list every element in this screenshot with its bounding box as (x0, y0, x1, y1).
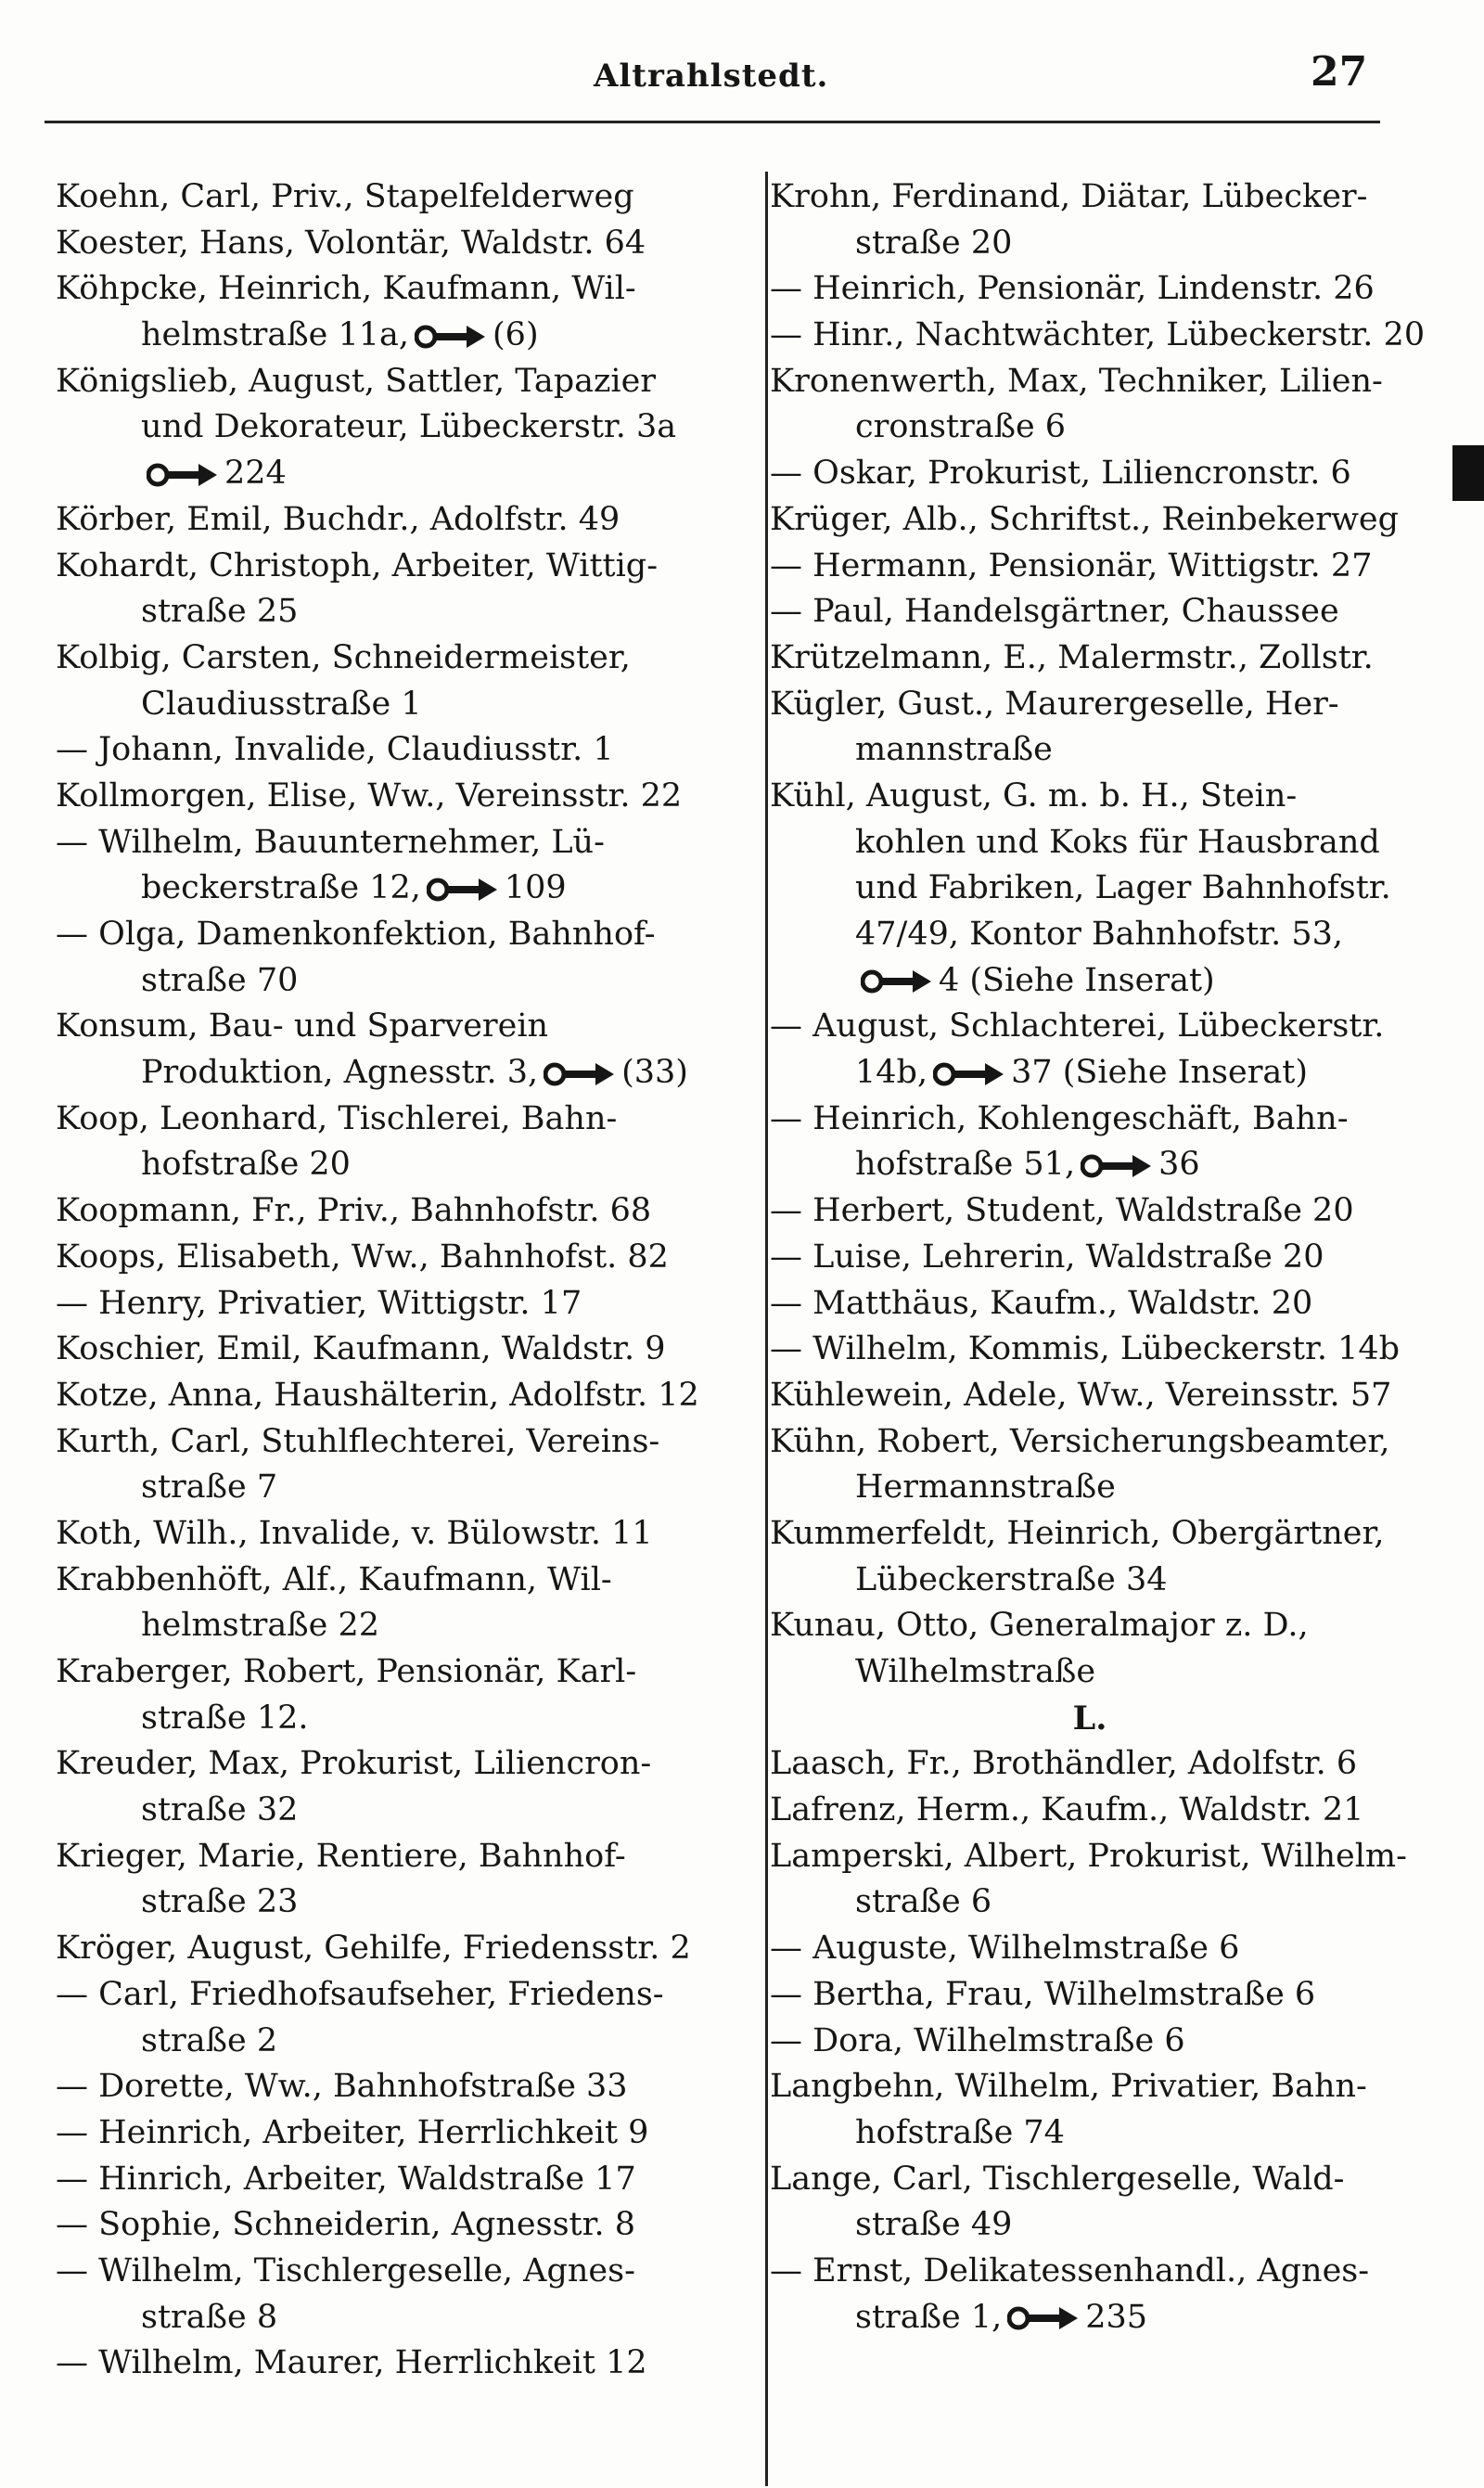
directory-entry-line (56, 1511, 749, 1558)
telephone-key-icon (1081, 1152, 1153, 1180)
directory-entry-line (56, 1879, 749, 1926)
directory-entry-line (770, 1235, 1410, 1281)
entry-text: Kühn, Robert, Versicherungsbeamter, (770, 1422, 1390, 1460)
entry-text: straße 2 (141, 2021, 278, 2059)
directory-entry-line (56, 1050, 749, 1097)
directory-entry-line (770, 1188, 1410, 1235)
directory-entry-line (770, 912, 1410, 958)
entry-text: straße 12. (141, 1699, 309, 1737)
directory-entry-line (56, 404, 749, 451)
directory-entry-line (770, 359, 1410, 405)
entry-text: Lange, Carl, Tischlergeselle, Wald- (770, 2160, 1345, 2198)
directory-entry-line (56, 2019, 749, 2065)
directory-entry-line (770, 1511, 1410, 1558)
directory-entry-line (56, 1097, 749, 1143)
directory-entry-line (56, 2249, 749, 2295)
telephone-number: 235 (1085, 2298, 1148, 2336)
entry-text: — Carl, Friedhofsaufseher, Friedens- (56, 1975, 664, 2013)
directory-entry-line (56, 682, 749, 728)
directory-entry-line (770, 497, 1410, 544)
telephone-number: 36 (1158, 1146, 1200, 1184)
entry-text: — August, Schlachterei, Lübeckerstr. (770, 1007, 1385, 1045)
entry-text: Krüger, Alb., Schriftst., Reinbekerweg (770, 500, 1400, 538)
directory-entry-line (770, 820, 1410, 866)
entry-text: — Ernst, Delikatessenhandl., Agnes- (770, 2251, 1370, 2289)
entry-text: Krützelmann, E., Malermstr., Zollstr. (770, 638, 1374, 676)
entry-text: — Wilhelm, Tischlergeselle, Agnes- (56, 2251, 635, 2289)
directory-entry-line (56, 1926, 749, 1972)
entry-text: straße 25 (141, 593, 299, 631)
directory-entry-line (56, 958, 749, 1005)
entry-text: straße 7 (141, 1468, 278, 1507)
directory-entry-line (770, 2110, 1410, 2157)
entry-text: — Olga, Damenkonfektion, Bahnhof- (56, 916, 656, 953)
entry-text: — Wilhelm, Maurer, Herrlichkeit 12 (56, 2344, 647, 2382)
entry-text: — Hinrich, Arbeiter, Waldstraße 17 (56, 2160, 636, 2198)
entry-text: Kronenwerth, Max, Techniker, Lilien- (770, 362, 1383, 400)
entry-text: Koehn, Carl, Priv., Stapelfelderweg (56, 178, 634, 215)
entry-text: Koth, Wilh., Invalide, v. Bülowstr. 11 (56, 1514, 653, 1552)
directory-entry-line (770, 1097, 1410, 1143)
directory-entry-line (56, 1603, 749, 1649)
entry-text: — Hinr., Nachtwächter, Lübeckerstr. 20 (770, 316, 1426, 354)
entry-text: — Wilhelm, Bauunternehmer, Lü- (56, 823, 605, 861)
directory-entry-line (770, 1788, 1410, 1834)
directory-entry-line (770, 174, 1410, 221)
entry-text: Kraberger, Robert, Pensionär, Karl- (56, 1653, 637, 1690)
entry-text: helmstraße 11a, (141, 316, 410, 354)
entry-text: — Paul, Handelsgärtner, Chaussee (770, 593, 1339, 631)
entry-text: Lübeckerstraße 34 (855, 1560, 1168, 1598)
entry-text: L. (1072, 1699, 1107, 1738)
directory-entry-line (770, 1004, 1410, 1050)
directory-entry-line (56, 866, 749, 912)
directory-entry-line (56, 912, 749, 958)
directory-entry-line (56, 1281, 749, 1327)
entry-text: Koops, Elisabeth, Ww., Bahnhofst. 82 (56, 1238, 669, 1276)
entry-text: Konsum, Bau- und Sparverein (56, 1007, 549, 1045)
directory-entry-line (56, 1235, 749, 1281)
entry-text: Kolbig, Carsten, Schneidermeister, (56, 638, 631, 676)
directory-entry-line (56, 1741, 749, 1788)
directory-entry-line (770, 221, 1410, 267)
right-column (770, 174, 1426, 2341)
entry-text: — Auguste, Wilhelmstraße 6 (770, 1930, 1240, 1968)
entry-text: — Luise, Lehrerin, Waldstraße 20 (770, 1238, 1324, 1276)
directory-entry-line (56, 774, 749, 820)
entry-text: beckerstraße 12, (141, 869, 421, 907)
entry-text: Koop, Leonhard, Tischlerei, Bahn- (56, 1099, 618, 1137)
directory-entry-line (770, 544, 1410, 590)
directory-entry-line (770, 451, 1410, 497)
telephone-key-icon (415, 323, 487, 351)
telephone-key-icon (544, 1060, 616, 1088)
directory-entry-line (770, 2019, 1410, 2065)
entry-text: Wilhelmstraße (855, 1653, 1096, 1690)
column-divider (765, 172, 768, 2486)
directory-entry-line (56, 727, 749, 774)
directory-entry-line (770, 1558, 1410, 1604)
entry-text: — Herbert, Student, Waldstraße 20 (770, 1192, 1354, 1230)
entry-text: Kollmorgen, Elise, Ww., Vereinsstr. 22 (56, 776, 683, 814)
entry-text: Kurth, Carl, Stuhlflechterei, Vereins- (56, 1422, 660, 1460)
telephone-key-icon (1007, 2304, 1080, 2332)
entry-text: — Matthäus, Kaufm., Waldstr. 20 (770, 1284, 1313, 1322)
entry-text: — Heinrich, Arbeiter, Herrlichkeit 9 (56, 2113, 649, 2151)
directory-entry-line (56, 544, 749, 590)
entry-text: Körber, Emil, Buchdr., Adolfstr. 49 (56, 500, 620, 538)
directory-entry-line (770, 1465, 1410, 1511)
entry-text: Langbehn, Wilhelm, Privatier, Bahn- (770, 2068, 1367, 2106)
entry-text: — Heinrich, Pensionär, Lindenstr. 26 (770, 270, 1375, 308)
telephone-number: 109 (504, 869, 567, 907)
entry-text: Königslieb, August, Sattler, Tapazier (56, 362, 657, 400)
page-title: Altrahlstedt. (594, 58, 829, 95)
entry-text: straße 6 (855, 1883, 992, 1921)
entry-text: straße 20 (855, 224, 1013, 262)
directory-entry-line (770, 589, 1410, 635)
directory-entry-line (770, 1926, 1410, 1972)
directory-entry-line (770, 958, 1410, 1005)
directory-entry-line (56, 174, 749, 221)
directory-entry-line (56, 1696, 749, 1742)
entry-text: Koopmann, Fr., Priv., Bahnhofstr. 68 (56, 1192, 652, 1230)
directory-entry-line (56, 497, 749, 544)
telephone-key-icon (427, 876, 499, 904)
entry-text: Lamperski, Albert, Prokurist, Wilhelm- (770, 1837, 1407, 1875)
directory-entry-line (56, 1327, 749, 1373)
entry-text: mannstraße (855, 731, 1053, 769)
entry-text: Krabbenhöft, Alf., Kaufmann, Wil- (56, 1560, 612, 1598)
entry-text: Laasch, Fr., Brothändler, Adolfstr. 6 (770, 1745, 1358, 1783)
entry-text: straße 23 (141, 1883, 299, 1921)
directory-entry-line (56, 820, 749, 866)
entry-text: helmstraße 22 (141, 1607, 380, 1645)
entry-text: — Hermann, Pensionär, Wittigstr. 27 (770, 546, 1373, 584)
entry-text: — Dorette, Ww., Bahnhofstraße 33 (56, 2068, 628, 2106)
directory-entry-line (56, 1419, 749, 1466)
entry-text: Koester, Hans, Volontär, Waldstr. 64 (56, 224, 646, 262)
directory-entry-line (56, 1834, 749, 1880)
entry-text: — Henry, Privatier, Wittigstr. 17 (56, 1284, 582, 1322)
directory-entry-line (770, 266, 1410, 313)
directory-entry-line (770, 1142, 1410, 1188)
directory-entry-line (770, 1972, 1410, 2019)
entry-text: 47/49, Kontor Bahnhofstr. 53, (855, 916, 1343, 953)
directory-entry-line (770, 1741, 1410, 1788)
directory-entry-line (56, 1373, 749, 1419)
entry-text: — Wilhelm, Kommis, Lübeckerstr. 14b (770, 1330, 1401, 1368)
directory-entry-line (56, 1788, 749, 1834)
directory-entry-line (770, 774, 1410, 820)
directory-entry-line (56, 2295, 749, 2341)
directory-entry-line (56, 221, 749, 267)
entry-text: Hermannstraße (855, 1468, 1116, 1507)
directory-entry-line (770, 1373, 1410, 1419)
entry-text: Kreuder, Max, Prokurist, Liliencron- (56, 1745, 652, 1783)
entry-text: Köhpcke, Heinrich, Kaufmann, Wil- (56, 270, 636, 308)
directory-entry-line (56, 1558, 749, 1604)
directory-entry-line (770, 313, 1426, 359)
entry-text: cronstraße 6 (855, 408, 1067, 446)
directory-entry-line (56, 1465, 749, 1511)
directory-entry-line (56, 451, 749, 497)
telephone-number: 37 (Siehe Inserat) (1011, 1054, 1309, 1092)
directory-entry-line (56, 2110, 749, 2157)
entry-text: Claudiusstraße 1 (141, 685, 422, 723)
telephone-number: (33) (621, 1054, 688, 1092)
directory-entry-line (770, 866, 1410, 912)
entry-text: Krieger, Marie, Rentiere, Bahnhof- (56, 1837, 626, 1875)
directory-entry-line (56, 2064, 749, 2110)
entry-text: Kröger, August, Gehilfe, Friedensstr. 2 (56, 1930, 691, 1968)
directory-entry-line (56, 2341, 749, 2387)
entry-text: — Dora, Wilhelmstraße 6 (770, 2021, 1185, 2059)
directory-entry-line (770, 2249, 1410, 2295)
directory-entry-line (770, 2295, 1410, 2341)
entry-text: straße 8 (141, 2298, 278, 2336)
directory-entry-line (56, 1142, 749, 1188)
directory-entry-line (770, 2157, 1410, 2203)
directory-entry-line (770, 2064, 1410, 2110)
entry-text: Kohardt, Christoph, Arbeiter, Wittig- (56, 546, 659, 584)
directory-entry-line (770, 2202, 1410, 2249)
telephone-number: 224 (224, 455, 287, 493)
entry-text: Kühl, August, G. m. b. H., Stein- (770, 776, 1298, 814)
directory-entry-line (770, 1050, 1410, 1097)
directory-entry-line (56, 313, 749, 359)
directory-entry-line (770, 1603, 1410, 1649)
directory-entry-line (770, 1879, 1410, 1926)
directory-entry-line (56, 1649, 749, 1696)
entry-text: — Bertha, Frau, Wilhelmstraße 6 (770, 1975, 1316, 2013)
telephone-key-icon (861, 968, 933, 995)
directory-entry-line (56, 589, 749, 635)
directory-entry-line (770, 635, 1410, 682)
entry-text: Krohn, Ferdinand, Diätar, Lübecker- (770, 178, 1368, 215)
entry-text: straße 49 (855, 2206, 1013, 2244)
directory-entry-line (56, 1972, 749, 2019)
section-letter-heading (770, 1696, 1410, 1742)
directory-entry-line (770, 404, 1410, 451)
entry-text: Lafrenz, Herm., Kaufm., Waldstr. 21 (770, 1791, 1364, 1829)
directory-entry-line (770, 1419, 1410, 1466)
entry-text: 14b, (855, 1054, 928, 1092)
directory-entry-line (56, 1004, 749, 1050)
entry-text: hofstraße 51, (855, 1146, 1076, 1184)
entry-text: hofstraße 74 (855, 2113, 1065, 2151)
entry-text: Kummerfeldt, Heinrich, Obergärtner, (770, 1514, 1385, 1552)
directory-entry-line (56, 635, 749, 682)
directory-entry-line (56, 266, 749, 313)
entry-text: — Heinrich, Kohlengeschäft, Bahn- (770, 1099, 1349, 1137)
entry-text: straße 1, (855, 2298, 1003, 2336)
entry-text: Kügler, Gust., Maurergeselle, Her- (770, 685, 1339, 723)
entry-text: Kühlewein, Adele, Ww., Vereinsstr. 57 (770, 1376, 1392, 1414)
page-number: 27 (1311, 48, 1368, 96)
entry-text: straße 32 (141, 1791, 299, 1829)
entry-text: Produktion, Agnesstr. 3, (141, 1054, 539, 1092)
entry-text: Kotze, Anna, Haushälterin, Adolfstr. 12 (56, 1376, 699, 1414)
entry-text: — Sophie, Schneiderin, Agnesstr. 8 (56, 2206, 636, 2244)
entry-text: hofstraße 20 (141, 1146, 351, 1184)
entry-text: — Oskar, Prokurist, Liliencronstr. 6 (770, 455, 1351, 493)
directory-entry-line (56, 2157, 749, 2203)
page-header (0, 46, 1484, 111)
directory-entry-line (56, 1188, 749, 1235)
thumb-index-mark (1452, 445, 1484, 501)
entry-text: Kunau, Otto, Generalmajor z. D., (770, 1607, 1309, 1645)
directory-entry-line (56, 359, 749, 405)
directory-entry-line (770, 1834, 1410, 1880)
entry-text: und Fabriken, Lager Bahnhofstr. (855, 869, 1391, 907)
entry-text: und Dekorateur, Lübeckerstr. 3a (141, 408, 677, 446)
header-rule (45, 121, 1380, 123)
directory-entry-line (770, 1327, 1410, 1373)
telephone-key-icon (147, 461, 219, 489)
directory-entry-line (770, 682, 1410, 728)
entry-text: Koschier, Emil, Kaufmann, Waldstr. 9 (56, 1330, 666, 1368)
directory-entry-line (770, 1649, 1410, 1696)
telephone-key-icon (933, 1060, 1005, 1088)
entry-text: — Johann, Invalide, Claudiusstr. 1 (56, 731, 614, 769)
left-column (56, 174, 749, 2387)
directory-entry-line (770, 1281, 1410, 1327)
telephone-number: 4 (Siehe Inserat) (939, 961, 1215, 999)
telephone-number: (6) (493, 316, 539, 354)
entry-text: straße 70 (141, 961, 299, 999)
directory-entry-line (56, 2202, 749, 2249)
entry-text: kohlen und Koks für Hausbrand (855, 823, 1380, 861)
directory-entry-line (770, 727, 1410, 774)
